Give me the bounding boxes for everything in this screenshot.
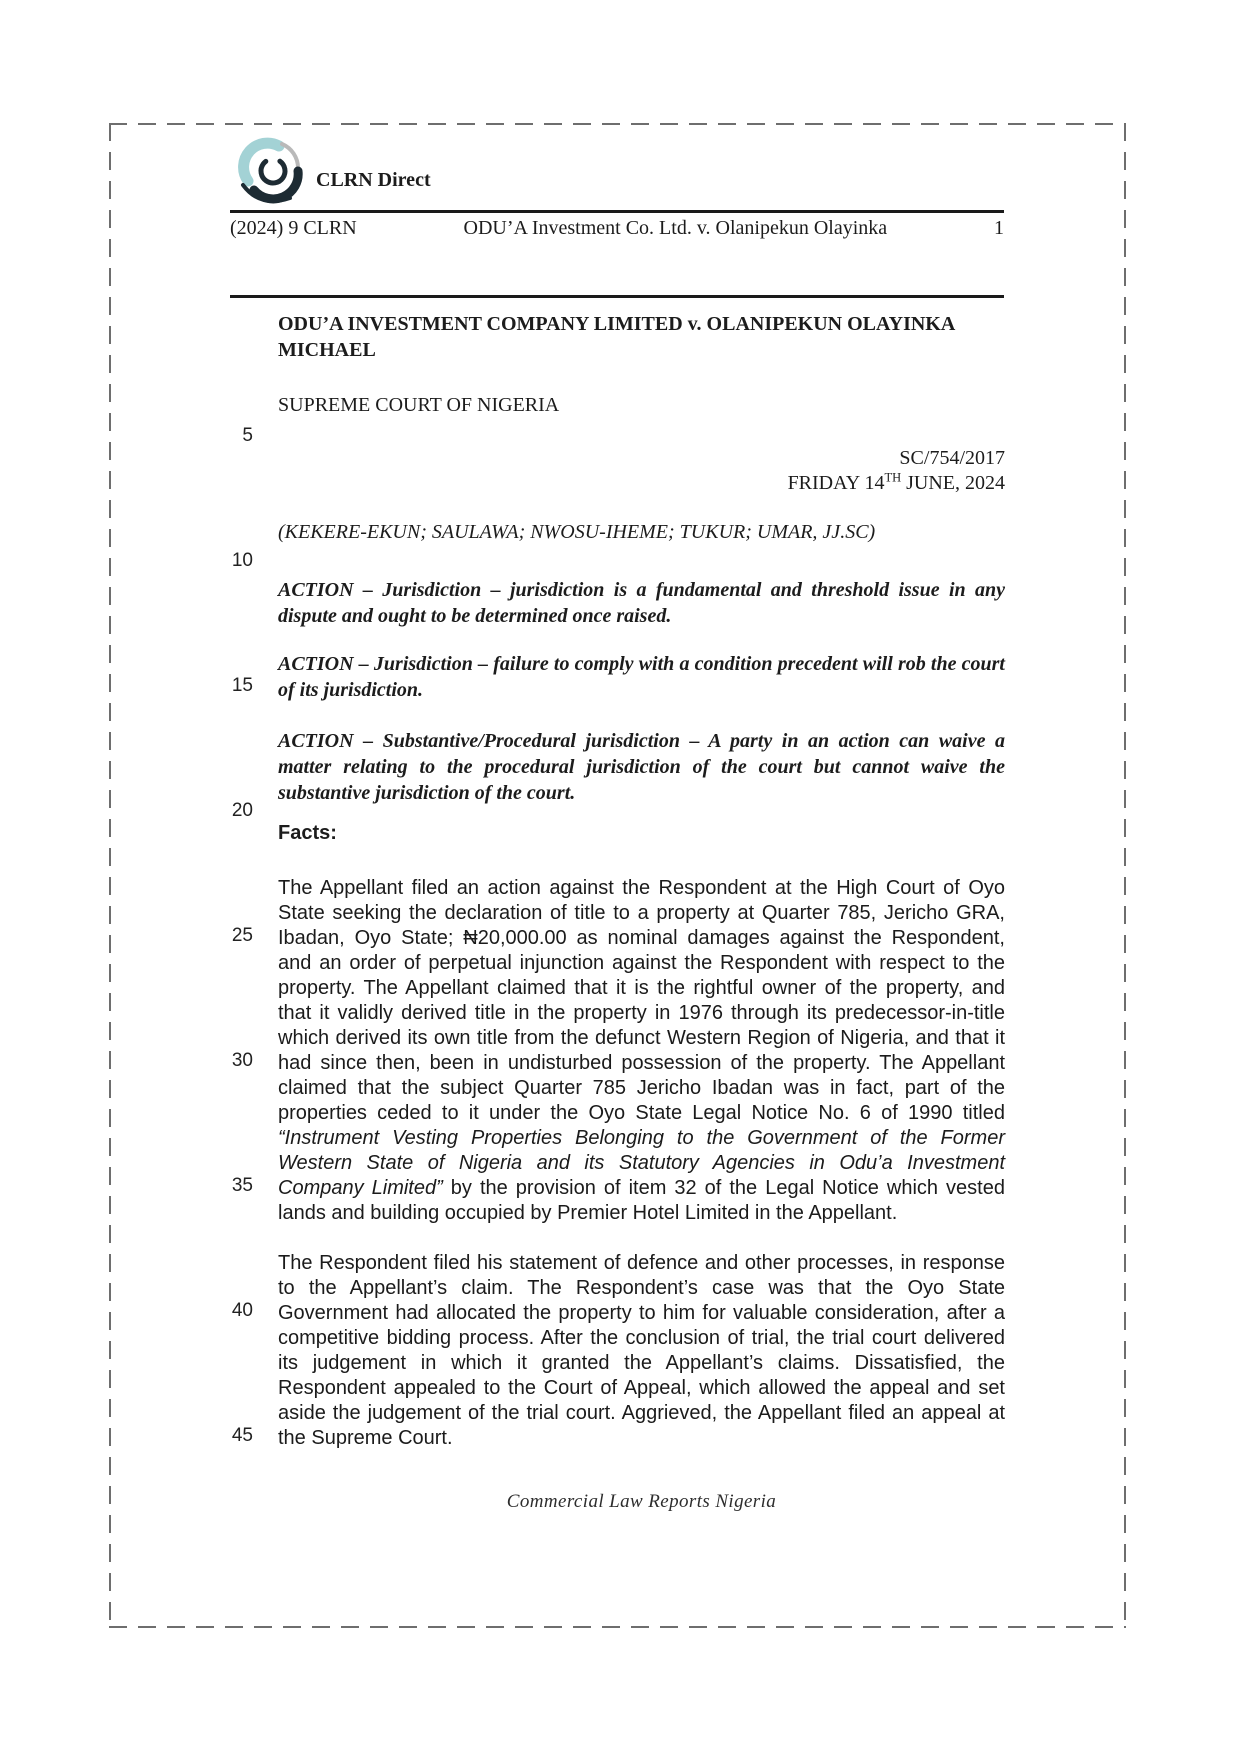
report-footer: Commercial Law Reports Nigeria (506, 1491, 777, 1512)
facts-paragraph-1 (278, 876, 1005, 1226)
line-number: 40 (231, 1300, 253, 1321)
date-ordinal-superscript: TH (884, 470, 902, 485)
running-case-name: ODU’A Investment Co. Ltd. v. Olanipekun Olayinka (463, 217, 888, 239)
facts-heading: Facts: (278, 822, 337, 844)
line-number: 20 (231, 800, 253, 821)
page-number: 1 (994, 217, 1004, 239)
running-header (230, 217, 1004, 240)
header-rule-top (230, 210, 1004, 213)
report-citation: (2024) 9 CLRN (230, 217, 357, 239)
suit-number: SC/754/2017 (899, 447, 1005, 469)
hearing-date: FRIDAY 14TH JUNE, 2024 (787, 470, 1005, 494)
brand-name: CLRN Direct (316, 169, 431, 191)
line-number: 5 (242, 425, 253, 446)
line-number: 15 (231, 675, 253, 696)
quoted-instrument-title: “Instrument Vesting Properties Belonging to the Government of the Former Western State of Nigeria and its Statutory Agencies in Odu’a Investment Company Limited” (278, 1127, 1005, 1199)
line-number: 45 (231, 1425, 253, 1446)
judges-panel: (KEKERE-EKUN; SAULAWA; NWOSU-IHEME; TUKUR; UMAR, JJ.SC) (278, 521, 876, 543)
line-number: 10 (231, 550, 253, 571)
line-number: 30 (231, 1050, 253, 1071)
headnote: ACTION – Jurisdiction – jurisdiction is a fundamental and threshold issue in any dispute and ought to be determined once raised. (278, 579, 1005, 627)
page-border-top (109, 123, 1126, 125)
headnote: ACTION – Jurisdiction – failure to comply with a condition precedent will rob the court of its jurisdiction. (278, 653, 1005, 701)
page-border-right (1124, 123, 1126, 1628)
suit-reference-block (278, 446, 1005, 496)
facts-para1-continuation: by the provision of item 32 of the Legal Notice which vested lands and building occupied by Premier Hotel Limited in the Appellant. (278, 1177, 1005, 1224)
facts-para1-text: The Appellant filed an action against the Respondent at the High Court of Oyo State seeking the declaration of title to a property at Quarter 785, Jericho GRA, Ibadan, Oyo State; ₦20,000.00 as nominal damages against the Respondent, and an order of perpetual injunction against the Respondent with respect to the property. The Appellant claimed that it is the rightful owner of the property, and that it validly derived title in the property in 1976 through its predecessor-in-title which derived its own title from the defunct Western Region of Nigeria, and that it had since then, been in undisturbed possession of the property. The Appellant claimed that the subject Quarter 785 Jericho Ibadan was in fact, part of the properties ceded to it under the Oyo State Legal Notice No. 6 of 1990 titled (278, 877, 1005, 1124)
header-rule-bottom (230, 295, 1004, 298)
line-number: 25 (231, 925, 253, 946)
case-title: ODU’A INVESTMENT COMPANY LIMITED v. OLANIPEKUN OLAYINKA MICHAEL (278, 313, 955, 361)
page-border-left (109, 123, 111, 1628)
page-border-bottom (109, 1626, 1126, 1628)
headnote: ACTION – Substantive/Procedural jurisdiction – A party in an action can waive a matter relating to the procedural jurisdiction of the court but cannot waive the substantive jurisdiction of the court. (278, 730, 1005, 804)
facts-paragraph-2: The Respondent filed his statement of defence and other processes, in response to the Appellant’s claim. The Respondent’s case was that the Oyo State Government had allocated the property to him for valuable consideration, after a competitive bidding process. After the conclusion of trial, the trial court delivered its judgement in which it granted the Appellant’s claims. Dissatisfied, the Respondent appealed to the Court of Appeal, which allowed the appeal and set aside the judgement of the trial court. Aggrieved, the Appellant filed an appeal at the Supreme Court. (278, 1252, 1005, 1449)
line-number: 35 (231, 1175, 253, 1196)
clrn-logo-icon (237, 135, 307, 209)
court-name: SUPREME COURT OF NIGERIA (278, 394, 560, 416)
